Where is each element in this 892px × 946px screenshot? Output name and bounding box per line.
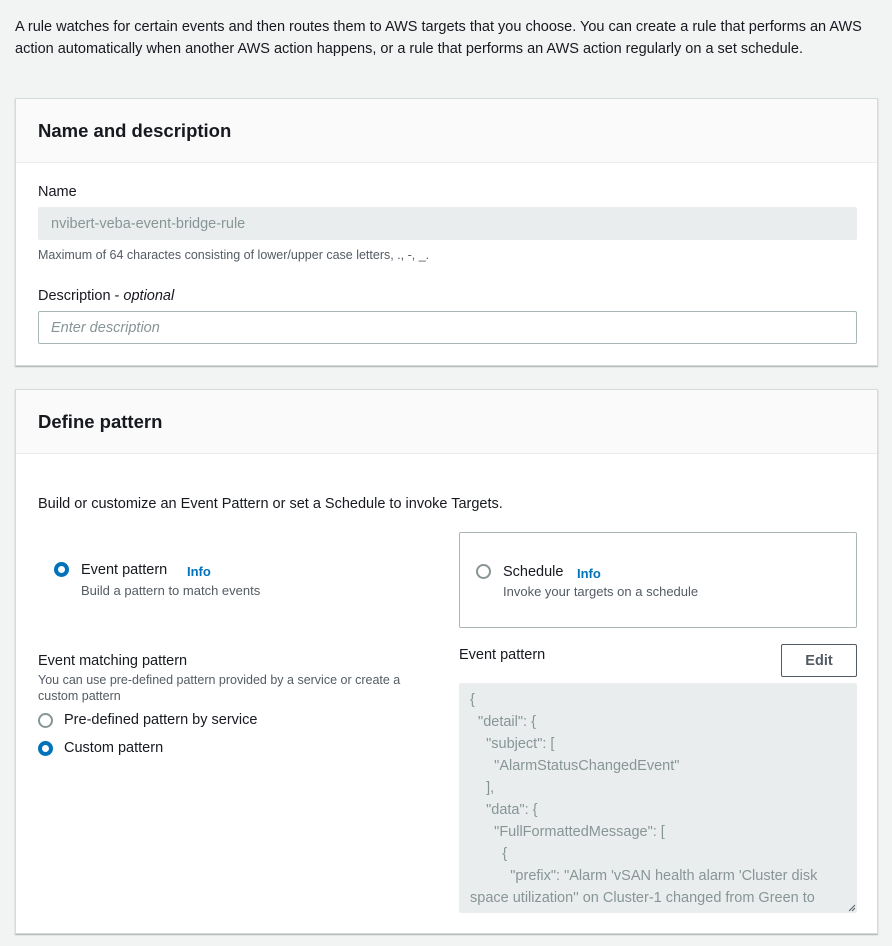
name-hint: Maximum of 64 charactes consisting of lower/upper case letters, ., -, _. <box>38 248 430 262</box>
code-line: "subject": [ <box>470 736 555 752</box>
panel-header <box>16 99 877 163</box>
event-pattern-radio[interactable] <box>54 562 69 577</box>
option-custom[interactable] <box>38 740 338 760</box>
schedule-description: Invoke your targets on a schedule <box>503 584 699 599</box>
description-label <box>38 288 174 304</box>
define-pattern-panel <box>15 389 878 934</box>
name-input[interactable]: nvibert-veba-event-bridge-rule <box>38 207 857 240</box>
schedule-radio[interactable] <box>476 564 491 579</box>
matching-hint: You can use pre-defined pattern provided by a service or create a custom pattern <box>38 673 401 703</box>
code-line: { <box>470 692 475 708</box>
option-predefined[interactable] <box>38 712 338 732</box>
panel-header <box>16 390 877 454</box>
schedule-title: Schedule <box>503 564 564 580</box>
event-pattern-description: Build a pattern to match events <box>81 583 261 598</box>
description-input[interactable]: Enter description <box>38 311 857 344</box>
event-pattern-code[interactable] <box>459 683 857 913</box>
event-pattern-tile[interactable] <box>38 552 438 612</box>
name-label: Name <box>38 184 77 200</box>
panel-title: Define pattern <box>38 410 163 432</box>
predefined-radio[interactable] <box>38 713 53 728</box>
code-line: "FullFormattedMessage": [ <box>470 824 665 840</box>
code-line: "data": { <box>470 802 538 818</box>
edit-button[interactable]: Edit <box>781 644 857 677</box>
code-line: { <box>470 846 508 862</box>
pattern-intro: Build or customize an Event Pattern or set a Schedule to invoke Targets. <box>38 496 503 512</box>
panel-title: Name and description <box>38 119 232 141</box>
predefined-label: Pre-defined pattern by service <box>64 712 258 728</box>
event-pattern-info-link[interactable]: Info <box>187 564 211 579</box>
event-pattern-label: Event pattern <box>459 647 546 663</box>
resize-handle-icon[interactable] <box>848 904 856 912</box>
custom-radio[interactable] <box>38 741 53 756</box>
schedule-tile[interactable] <box>459 532 857 628</box>
event-pattern-title: Event pattern <box>81 562 168 578</box>
schedule-info-link[interactable]: Info <box>577 566 601 581</box>
description-label-text: Description - <box>38 288 124 304</box>
code-line: "AlarmStatusChangedEvent" <box>470 758 680 774</box>
optional-tag: optional <box>123 288 175 304</box>
matching-label: Event matching pattern <box>38 653 188 669</box>
name-description-panel <box>15 98 878 366</box>
page-intro-text: A rule watches for certain events and then routes them to AWS targets that you choose. You can create a rule that performs an AWS action automatically when another AWS action happens, or a rule that performs an AWS action regularly on a set schedule. <box>15 19 862 57</box>
custom-label: Custom pattern <box>64 740 164 756</box>
code-line: "detail": { <box>470 714 536 730</box>
code-line: "prefix": "Alarm 'vSAN health alarm 'Cluster disk <box>470 868 818 884</box>
code-line: space utilization'' on Cluster-1 changed from Green to <box>470 890 815 906</box>
code-line: ], <box>470 780 495 796</box>
